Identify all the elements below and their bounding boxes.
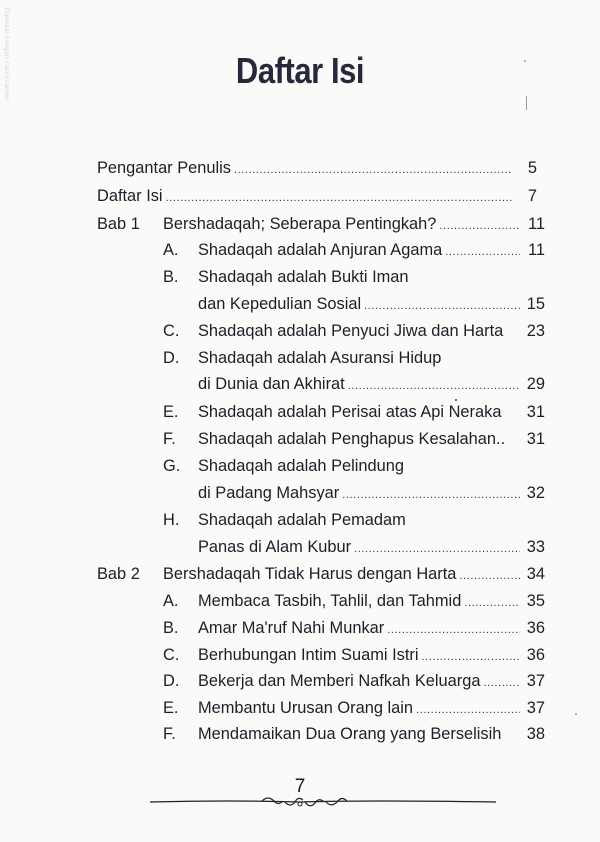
toc-entry-text: Bershadaqah; Seberapa Pentingkah? [163, 215, 437, 233]
dot-leader [421, 647, 520, 667]
dot-leader [387, 620, 520, 640]
section-label: C. [163, 322, 180, 340]
toc-entry-page: 37 [526, 699, 545, 717]
toc-entry-text: Shadaqah adalah Pelindung [198, 457, 404, 475]
toc-entry-text: Shadaqah adalah Penghapus Kesalahan.. [198, 430, 506, 448]
toc-entry-text: Amar Ma'ruf Nahi Munkar [198, 619, 385, 637]
toc-entry-page: 23 [526, 322, 545, 340]
toc-entry [198, 645, 545, 667]
section-label: C. [163, 646, 180, 664]
toc-entry-text: Membantu Urusan Orang lain [198, 699, 414, 717]
toc-entry-text: Bekerja dan Memberi Nafkah Keluarga [198, 672, 481, 690]
dot-leader [234, 160, 512, 180]
toc-entry-text-cont: di Padang Mahsyar [198, 484, 340, 502]
dot-leader [416, 700, 520, 720]
page-title: Daftar Isi [235, 50, 365, 91]
toc-entry-text: Mendamaikan Dua Orang yang Berselisih [198, 725, 502, 743]
section-label: E. [163, 699, 179, 717]
toc-entry [198, 698, 545, 720]
section-label: E. [163, 403, 179, 421]
toc-entry [198, 618, 545, 640]
toc-entry [198, 294, 545, 316]
toc-entry-text: Shadaqah adalah Penyuci Jiwa dan Harta [198, 322, 504, 340]
toc-entry-page: 31 [526, 430, 545, 448]
toc-entry-text: Shadaqah adalah Asuransi Hidup [198, 349, 442, 367]
section-label: B. [163, 619, 179, 637]
toc-entry-page: 37 [526, 672, 545, 690]
page-number: 7 [294, 776, 306, 797]
toc-entry [198, 537, 545, 559]
section-label: F. [163, 430, 176, 448]
scanner-watermark: Dipindai dengan CamScanner [3, 8, 9, 102]
section-label: H. [163, 511, 180, 529]
toc-entry-text: Pengantar Penulis [97, 159, 231, 177]
dot-leader [364, 296, 520, 316]
section-label: D. [163, 672, 180, 690]
toc-entry [198, 724, 545, 744]
toc-entry [198, 591, 545, 613]
dot-leader [348, 376, 520, 396]
dot-leader [166, 188, 512, 208]
toc-entry-page: 11 [527, 241, 545, 259]
toc-entry-text-cont: dan Kepedulian Sosial [198, 295, 362, 313]
chapter-label: Bab 1 [97, 215, 140, 233]
dot-leader [464, 593, 520, 613]
toc-entry-text-cont: Panas di Alam Kubur [198, 538, 352, 556]
toc-entry [198, 240, 545, 262]
section-label: F. [163, 725, 176, 743]
toc-entry-bab-2 [163, 564, 545, 586]
toc-entry-pengantar [97, 158, 537, 180]
dot-leader [483, 673, 520, 693]
toc-entry-page: 36 [526, 619, 545, 637]
toc-entry-page: 31 [526, 403, 545, 421]
toc-entry-text: Bershadaqah Tidak Harus dengan Harta [163, 565, 457, 583]
toc-entry-text: Berhubungan Intim Suami Istri [198, 646, 419, 664]
toc-entry [198, 483, 545, 505]
toc-entry [198, 321, 545, 341]
scan-speck [524, 60, 526, 62]
toc-entry-text: Shadaqah adalah Bukti Iman [198, 268, 409, 286]
toc-entry-page: 15 [526, 295, 545, 313]
scan-speck [575, 713, 577, 715]
dot-leader [354, 539, 520, 559]
dot-leader [459, 566, 520, 586]
toc-entry-text: Daftar Isi [97, 187, 163, 205]
toc-entry-page: 36 [526, 646, 545, 664]
toc-entry-bab-1 [163, 214, 545, 236]
toc-entry-page: 34 [526, 565, 545, 583]
toc-entry-text: Shadaqah adalah Anjuran Agama [198, 241, 443, 259]
toc-entry-text-cont: di Dunia dan Akhirat [198, 375, 345, 393]
section-label: G. [163, 457, 181, 475]
dot-leader [439, 216, 520, 236]
toc-entry-page: 11 [527, 215, 545, 233]
scan-speck [455, 399, 457, 401]
chapter-label: Bab 2 [97, 565, 140, 583]
dot-leader [342, 485, 520, 505]
toc-entry-daftar-isi [97, 186, 537, 208]
section-label: A. [163, 241, 179, 259]
toc-entry [198, 374, 545, 396]
toc-entry-page: 7 [527, 187, 537, 205]
section-label: B. [163, 268, 179, 286]
toc-entry [198, 429, 545, 449]
toc-entry-page: 32 [526, 484, 545, 502]
toc-entry-text: Shadaqah adalah Pemadam [198, 511, 406, 529]
toc-entry [198, 402, 545, 422]
toc-entry-page: 29 [526, 375, 545, 393]
toc-entry-page: 33 [526, 538, 545, 556]
toc-entry [198, 671, 545, 693]
flourish-divider-icon [0, 790, 600, 820]
toc-entry-text: Membaca Tasbih, Tahlil, dan Tahmid [198, 592, 462, 610]
toc-entry-text: Shadaqah adalah Perisai atas Api Neraka [198, 403, 502, 421]
toc-entry-page: 5 [527, 159, 537, 177]
section-label: A. [163, 592, 179, 610]
toc-entry-page: 35 [526, 592, 545, 610]
section-label: D. [163, 349, 180, 367]
toc-entry-page: 38 [526, 725, 545, 743]
dot-leader [445, 242, 520, 262]
scan-speck [526, 96, 527, 110]
